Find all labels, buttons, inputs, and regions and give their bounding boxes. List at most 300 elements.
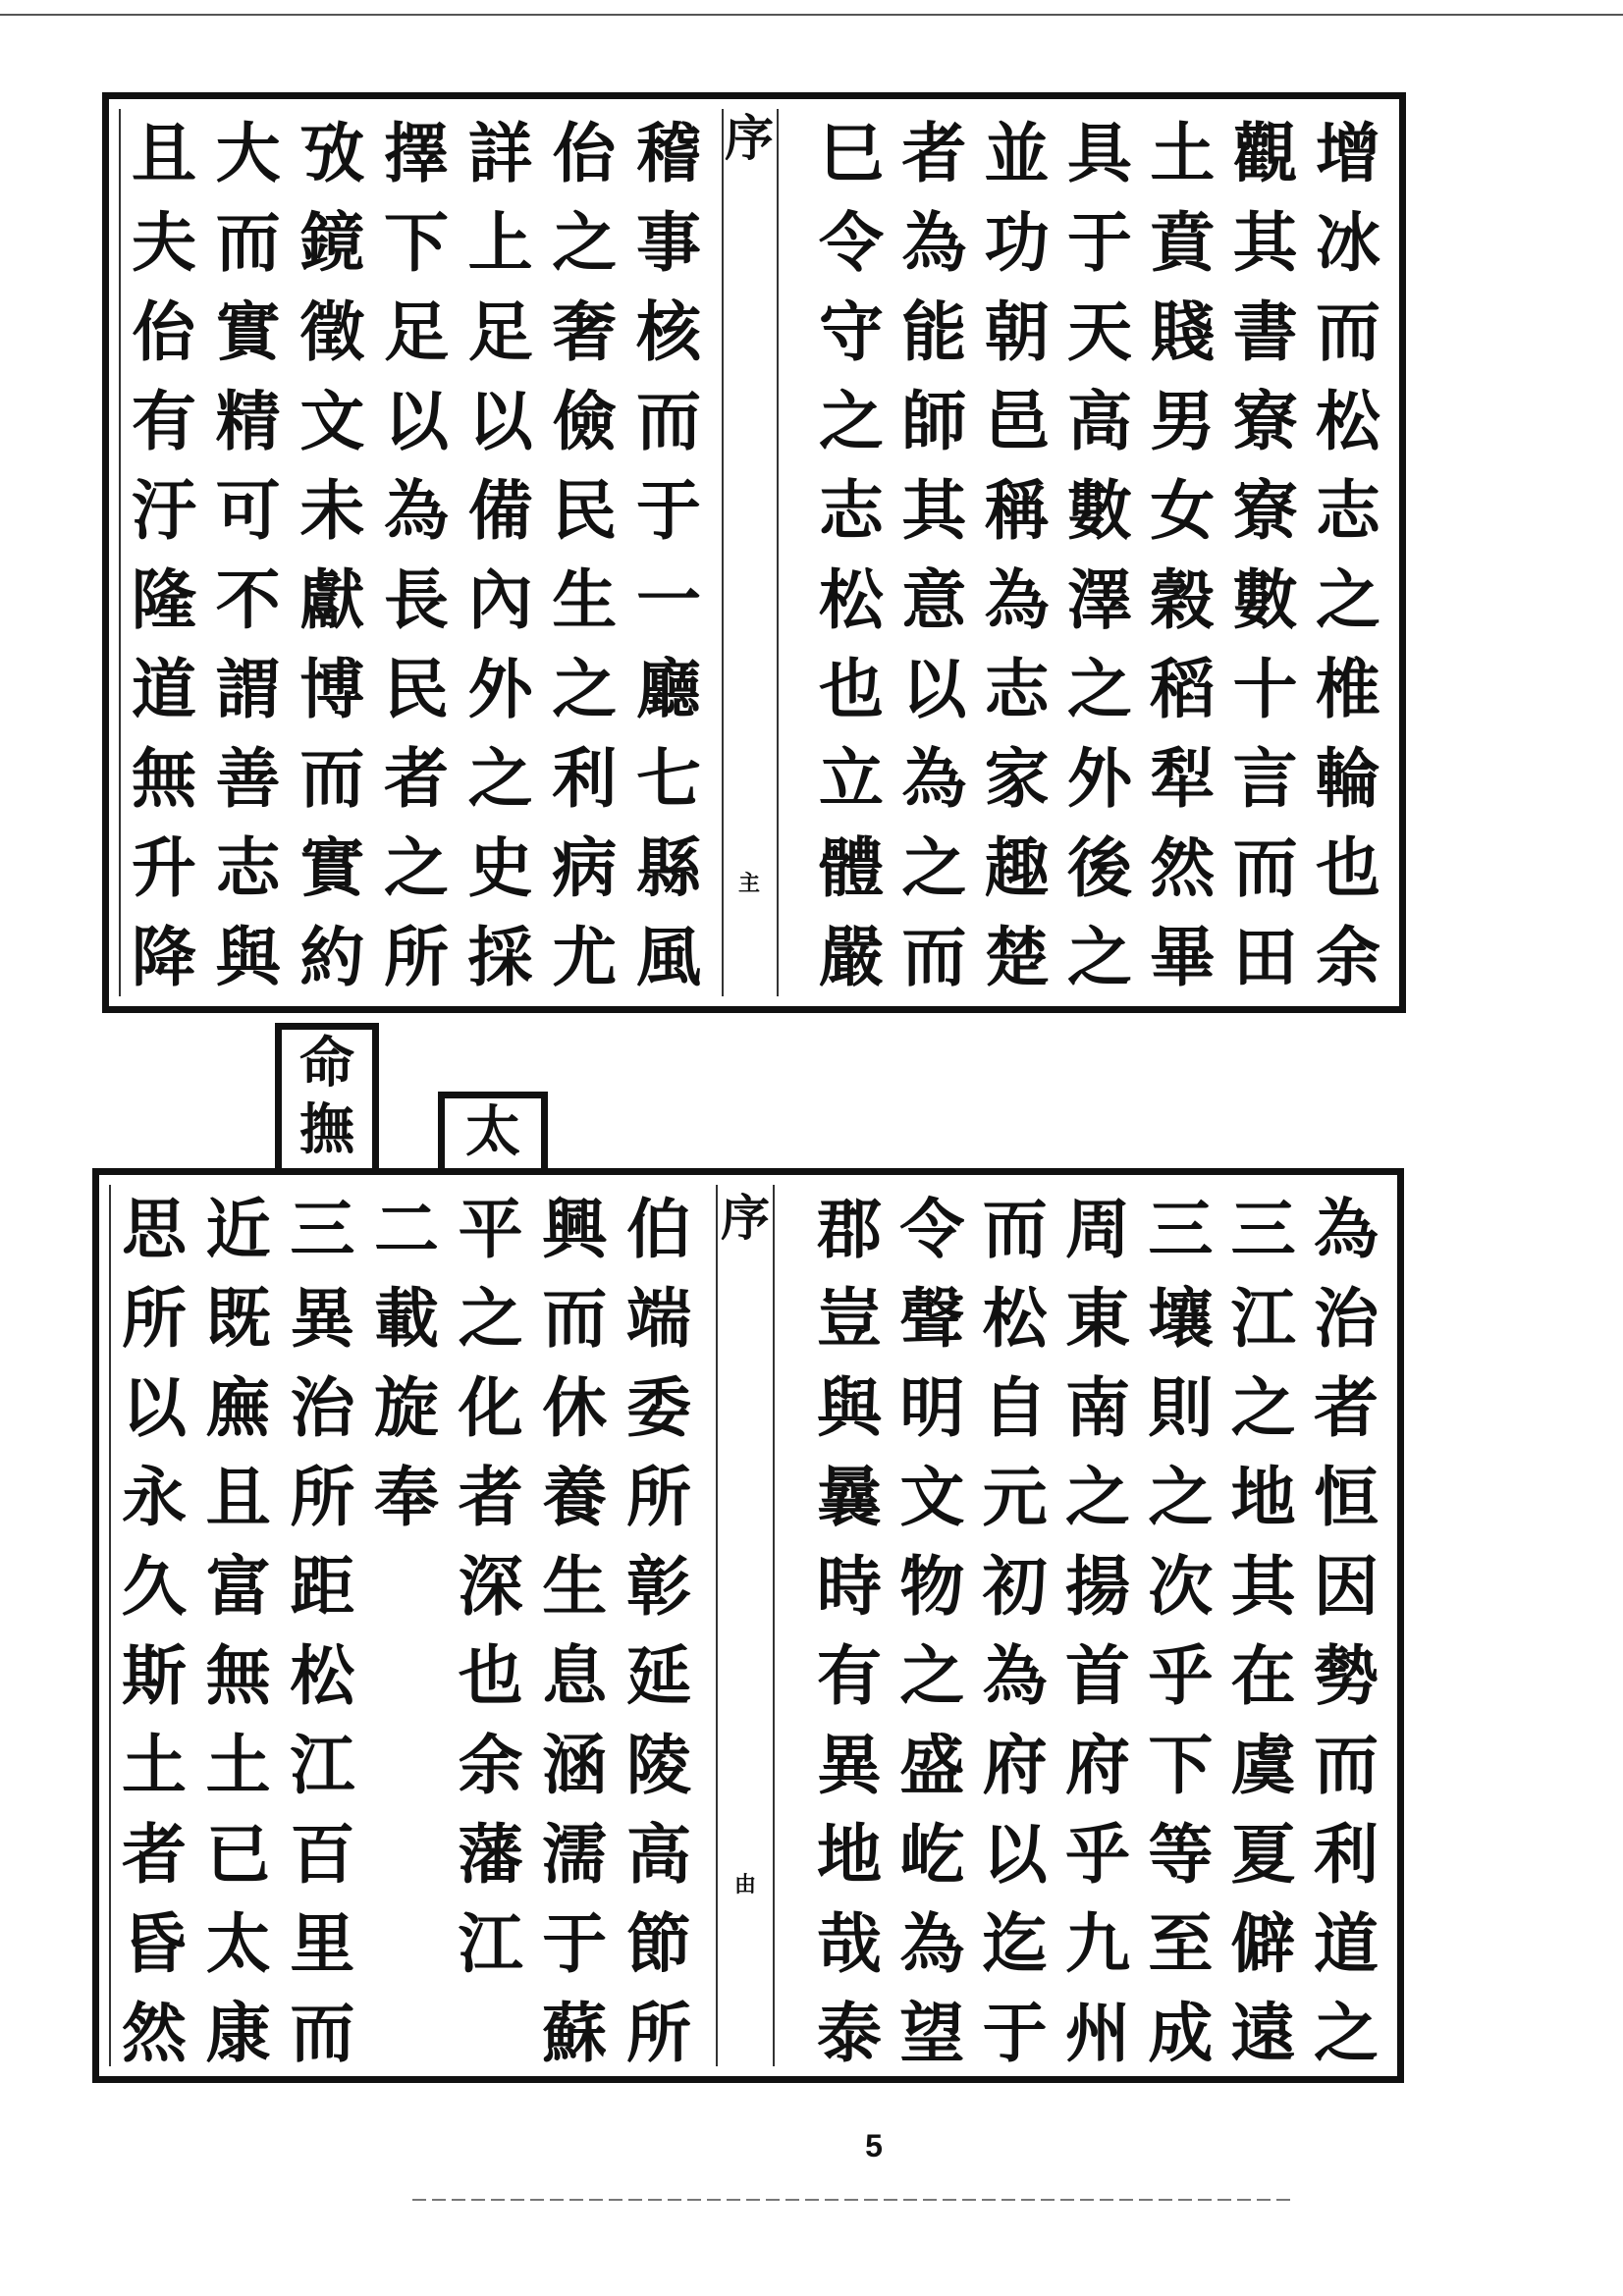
text-column — [1305, 1185, 1387, 2071]
text-char: 畢 — [1150, 919, 1216, 995]
text-char: 周 — [1064, 1191, 1130, 1267]
text-char: 朝 — [984, 294, 1050, 370]
text-char: 守 — [819, 294, 884, 370]
text-column — [627, 109, 710, 996]
bottom-left-text-block — [113, 1185, 700, 2071]
text-char: 奉 — [373, 1459, 439, 1535]
text-char: 外 — [1066, 740, 1132, 817]
text-char: 備 — [467, 472, 533, 549]
text-char: 僻 — [1230, 1905, 1296, 1982]
text-column — [365, 1185, 448, 2066]
center-divider-right — [773, 1185, 775, 2066]
text-char: 為 — [383, 472, 449, 549]
text-char: 令 — [819, 204, 884, 281]
text-char: 之 — [383, 829, 449, 906]
text-column — [808, 1185, 891, 2071]
text-char: 迄 — [982, 1905, 1048, 1982]
text-char: 生 — [542, 1548, 608, 1625]
text-char: 之 — [1230, 1369, 1296, 1446]
text-char: 文 — [899, 1459, 965, 1535]
text-char: 升 — [132, 829, 196, 906]
text-column — [1139, 1185, 1221, 2071]
tab-label-right — [438, 1092, 548, 1175]
text-char: 具 — [1066, 115, 1132, 191]
text-char: 與 — [817, 1369, 882, 1446]
text-char: 所 — [625, 1459, 691, 1535]
text-char: 藩 — [458, 1816, 523, 1893]
text-char: 男 — [1150, 383, 1216, 459]
text-char: 志 — [1315, 472, 1380, 549]
text-char: 不 — [215, 561, 281, 638]
text-char: 哉 — [817, 1905, 882, 1982]
text-char: 趣 — [984, 829, 1050, 906]
text-char: 師 — [901, 383, 967, 459]
text-char: 者 — [901, 115, 967, 191]
text-char: 實 — [215, 294, 281, 370]
text-char: 攷 — [299, 115, 365, 191]
text-char: 異 — [817, 1727, 882, 1803]
text-char: 伯 — [625, 1191, 691, 1267]
text-char: 十 — [1232, 651, 1298, 727]
text-char: 也 — [819, 651, 884, 727]
text-char: 乎 — [1064, 1816, 1130, 1893]
text-char: 而 — [1315, 294, 1380, 370]
text-char: 委 — [625, 1369, 691, 1446]
text-column — [974, 1185, 1056, 2071]
text-char: 近 — [205, 1191, 271, 1267]
inner-left-rule — [109, 1185, 111, 2066]
tab-char: 撫 — [299, 1097, 354, 1162]
text-char: 州 — [1064, 1995, 1130, 2071]
text-char: 以 — [901, 651, 967, 727]
text-char: 然 — [1150, 829, 1216, 906]
text-column — [618, 1185, 700, 2071]
text-char: 節 — [625, 1905, 691, 1982]
text-char: 謂 — [215, 651, 281, 727]
text-char: 擇 — [383, 115, 449, 191]
text-char: 穀 — [1150, 561, 1216, 638]
text-char: 時 — [817, 1548, 882, 1625]
text-char: 江 — [458, 1905, 523, 1982]
text-char: 賁 — [1150, 204, 1216, 281]
tab-char: 太 — [465, 1099, 520, 1164]
text-char: 彰 — [625, 1548, 691, 1625]
text-char: 土 — [122, 1727, 187, 1803]
text-char: 降 — [132, 919, 196, 995]
text-char: 其 — [1230, 1548, 1296, 1625]
text-char: 天 — [1066, 294, 1132, 370]
text-char: 下 — [1148, 1727, 1214, 1803]
text-char: 道 — [1313, 1905, 1379, 1982]
text-char: 于 — [1066, 204, 1132, 281]
text-char: 外 — [467, 651, 533, 727]
text-char: 巳 — [819, 115, 884, 191]
text-char: 下 — [383, 204, 449, 281]
text-column — [1307, 109, 1389, 996]
text-char: 壤 — [1148, 1280, 1214, 1357]
text-char: 深 — [458, 1548, 523, 1625]
text-char: 而 — [1313, 1727, 1379, 1803]
text-column — [1141, 109, 1223, 996]
text-char: 志 — [819, 472, 884, 549]
text-char: 高 — [625, 1816, 691, 1893]
text-char: 初 — [982, 1548, 1048, 1625]
text-char: 延 — [625, 1637, 691, 1714]
text-char: 博 — [299, 651, 365, 727]
text-char: 土 — [1150, 115, 1216, 191]
text-char: 之 — [1313, 1995, 1379, 2071]
text-char: 端 — [625, 1280, 691, 1357]
text-char: 徵 — [299, 294, 365, 370]
text-char: 次 — [1148, 1548, 1214, 1625]
text-char: 成 — [1148, 1995, 1214, 2071]
text-char: 松 — [290, 1637, 355, 1714]
text-char: 為 — [901, 740, 967, 817]
text-char: 為 — [984, 561, 1050, 638]
text-char: 內 — [467, 561, 533, 638]
text-column — [450, 1185, 532, 2066]
inner-left-rule — [119, 109, 121, 996]
text-char: 楚 — [984, 919, 1050, 995]
text-char: 為 — [899, 1905, 965, 1982]
text-char: 佁 — [132, 294, 196, 370]
text-char: 而 — [299, 740, 365, 817]
text-char: 既 — [205, 1280, 271, 1357]
text-char: 廡 — [205, 1369, 271, 1446]
text-char: 載 — [373, 1280, 439, 1357]
text-char: 有 — [817, 1637, 882, 1714]
text-char: 府 — [982, 1727, 1048, 1803]
text-char: 汙 — [132, 472, 196, 549]
text-char: 治 — [1313, 1280, 1379, 1357]
text-char: 功 — [984, 204, 1050, 281]
text-char: 為 — [1313, 1191, 1379, 1267]
page-bottom-rule — [412, 2199, 1296, 2201]
center-mark: 主 — [737, 871, 760, 896]
text-char: 鏡 — [299, 204, 365, 281]
text-char: 首 — [1064, 1637, 1130, 1714]
text-char: 未 — [299, 472, 365, 549]
text-char: 濡 — [542, 1816, 608, 1893]
text-char: 聲 — [899, 1280, 965, 1357]
text-char: 採 — [467, 919, 533, 995]
text-char: 久 — [122, 1548, 187, 1625]
text-char: 之 — [1148, 1459, 1214, 1535]
text-char: 之 — [1066, 651, 1132, 727]
bottom-panel — [92, 1168, 1404, 2083]
text-column — [543, 109, 625, 996]
text-char: 意 — [901, 561, 967, 638]
text-char: 思 — [122, 1191, 187, 1267]
text-char: 以 — [467, 383, 533, 459]
text-char: 于 — [542, 1905, 608, 1982]
text-char: 所 — [290, 1459, 355, 1535]
text-char: 里 — [290, 1905, 355, 1982]
text-char: 太 — [205, 1905, 271, 1982]
text-char: 民 — [552, 472, 618, 549]
text-char: 富 — [205, 1548, 271, 1625]
text-char: 明 — [899, 1369, 965, 1446]
top-right-text-block — [810, 109, 1389, 996]
text-char: 虞 — [1230, 1727, 1296, 1803]
text-char: 休 — [542, 1369, 608, 1446]
text-char: 曩 — [817, 1459, 882, 1535]
text-char: 之 — [901, 829, 967, 906]
text-char: 乎 — [1148, 1637, 1214, 1714]
text-char: 之 — [1064, 1459, 1130, 1535]
text-column — [207, 109, 290, 996]
text-char: 數 — [1232, 561, 1298, 638]
text-char: 之 — [1315, 561, 1380, 638]
text-char: 稻 — [1150, 651, 1216, 727]
text-char: 所 — [625, 1995, 691, 2071]
text-char: 書 — [1232, 294, 1298, 370]
text-char: 病 — [552, 829, 618, 906]
text-column — [1058, 109, 1141, 996]
text-char: 江 — [1230, 1280, 1296, 1357]
tab-char: 命 — [299, 1031, 354, 1095]
text-char: 昏 — [122, 1905, 187, 1982]
text-char: 而 — [542, 1280, 608, 1357]
text-char: 詳 — [467, 115, 533, 191]
text-char: 寮 — [1232, 383, 1298, 459]
text-char: 夏 — [1230, 1816, 1296, 1893]
text-char: 事 — [635, 204, 701, 281]
text-char: 物 — [899, 1548, 965, 1625]
text-column — [291, 109, 373, 996]
text-char: 且 — [132, 115, 196, 191]
text-char: 核 — [635, 294, 701, 370]
text-char: 尤 — [552, 919, 618, 995]
text-column — [460, 109, 542, 996]
text-char: 澤 — [1066, 561, 1132, 638]
text-char: 之 — [899, 1637, 965, 1714]
text-char: 而 — [1232, 829, 1298, 906]
text-char: 無 — [205, 1637, 271, 1714]
text-column — [1056, 1185, 1139, 2071]
text-char: 者 — [383, 740, 449, 817]
text-char: 遠 — [1230, 1995, 1296, 2071]
text-char: 豈 — [817, 1280, 882, 1357]
text-char: 三 — [290, 1191, 355, 1267]
text-column — [375, 109, 458, 996]
text-char: 並 — [984, 115, 1050, 191]
text-char: 數 — [1066, 472, 1132, 549]
text-column — [810, 109, 893, 996]
text-char: 田 — [1232, 919, 1298, 995]
text-char: 之 — [1066, 919, 1132, 995]
text-char: 也 — [458, 1637, 523, 1714]
text-char: 而 — [290, 1995, 355, 2071]
text-char: 史 — [467, 829, 533, 906]
text-char: 松 — [1315, 383, 1380, 459]
text-char: 文 — [299, 383, 365, 459]
text-char: 與 — [215, 919, 281, 995]
text-char: 夫 — [132, 204, 196, 281]
text-char: 東 — [1064, 1280, 1130, 1357]
text-char: 寮 — [1232, 472, 1298, 549]
text-char: 者 — [122, 1816, 187, 1893]
center-label: 序 — [721, 1189, 770, 1247]
text-char: 有 — [132, 383, 196, 459]
text-char: 土 — [205, 1727, 271, 1803]
text-char: 已 — [205, 1816, 271, 1893]
bottom-right-text-block — [808, 1185, 1387, 2071]
text-char: 所 — [122, 1280, 187, 1357]
text-char: 賤 — [1150, 294, 1216, 370]
text-char: 志 — [984, 651, 1050, 727]
text-char: 稽 — [635, 115, 701, 191]
text-char: 之 — [819, 383, 884, 459]
text-char: 勢 — [1313, 1637, 1379, 1714]
center-divider-right — [777, 109, 779, 996]
text-char: 民 — [383, 651, 449, 727]
text-char: 南 — [1064, 1369, 1130, 1446]
text-char: 風 — [635, 919, 701, 995]
text-column — [891, 1185, 973, 2071]
text-char: 郡 — [817, 1191, 882, 1267]
text-char: 善 — [215, 740, 281, 817]
text-char: 平 — [458, 1191, 523, 1267]
text-char: 三 — [1148, 1191, 1214, 1267]
page-top-rule — [0, 14, 1623, 16]
text-char: 陵 — [625, 1727, 691, 1803]
text-char: 以 — [122, 1369, 187, 1446]
text-char: 女 — [1150, 472, 1216, 549]
top-left-text-block — [123, 109, 710, 996]
text-char: 屹 — [899, 1816, 965, 1893]
text-char: 上 — [467, 204, 533, 281]
text-column — [1224, 109, 1307, 996]
text-char: 立 — [819, 740, 884, 817]
text-char: 之 — [458, 1280, 523, 1357]
text-char: 一 — [635, 561, 701, 638]
text-char: 利 — [1313, 1816, 1379, 1893]
text-char: 其 — [901, 472, 967, 549]
text-char: 息 — [542, 1637, 608, 1714]
text-char: 也 — [1315, 829, 1380, 906]
text-char: 永 — [122, 1459, 187, 1535]
text-char: 為 — [982, 1637, 1048, 1714]
text-char: 則 — [1148, 1369, 1214, 1446]
text-char: 地 — [817, 1816, 882, 1893]
text-column — [893, 109, 975, 996]
text-char: 揚 — [1064, 1548, 1130, 1625]
text-char: 體 — [819, 829, 884, 906]
text-char: 生 — [552, 561, 618, 638]
text-char: 言 — [1232, 740, 1298, 817]
text-char: 家 — [984, 740, 1050, 817]
text-char: 而 — [635, 383, 701, 459]
text-char: 實 — [299, 829, 365, 906]
text-column — [113, 1185, 195, 2071]
text-char: 令 — [899, 1191, 965, 1267]
text-char: 足 — [467, 294, 533, 370]
top-panel — [102, 92, 1406, 1013]
text-char: 嚴 — [819, 919, 884, 995]
text-char: 隆 — [132, 561, 196, 638]
text-char: 大 — [215, 115, 281, 191]
text-char: 之 — [552, 204, 618, 281]
center-label: 序 — [725, 109, 774, 167]
center-divider-left — [722, 109, 724, 996]
text-char: 可 — [215, 472, 281, 549]
text-column — [281, 1185, 363, 2071]
text-char: 獻 — [299, 561, 365, 638]
text-char: 之 — [467, 740, 533, 817]
text-char: 然 — [122, 1995, 187, 2071]
text-char: 旋 — [373, 1369, 439, 1446]
text-char: 至 — [1148, 1905, 1214, 1982]
center-divider-left — [716, 1185, 718, 2066]
text-char: 康 — [205, 1995, 271, 2071]
text-char: 而 — [215, 204, 281, 281]
text-char: 七 — [635, 740, 701, 817]
text-char: 稱 — [984, 472, 1050, 549]
text-char: 蘇 — [542, 1995, 608, 2071]
text-char: 足 — [383, 294, 449, 370]
text-char: 余 — [1315, 919, 1380, 995]
text-char: 增 — [1315, 115, 1380, 191]
text-char: 者 — [1313, 1369, 1379, 1446]
text-char: 之 — [552, 651, 618, 727]
text-char: 能 — [901, 294, 967, 370]
text-column — [123, 109, 205, 996]
text-char: 道 — [132, 651, 196, 727]
text-char: 涵 — [542, 1727, 608, 1803]
text-char: 百 — [290, 1816, 355, 1893]
text-char: 儉 — [552, 383, 618, 459]
text-char: 觀 — [1232, 115, 1298, 191]
text-char: 等 — [1148, 1816, 1214, 1893]
text-char: 斯 — [122, 1637, 187, 1714]
text-char: 椎 — [1315, 651, 1380, 727]
text-char: 江 — [290, 1727, 355, 1803]
tab-label-left — [275, 1023, 379, 1175]
text-char: 松 — [982, 1280, 1048, 1357]
text-char: 冰 — [1315, 204, 1380, 281]
text-char: 縣 — [635, 829, 701, 906]
text-char: 恒 — [1313, 1459, 1379, 1535]
text-char: 在 — [1230, 1637, 1296, 1714]
text-char: 輪 — [1315, 740, 1380, 817]
text-char: 興 — [542, 1191, 608, 1267]
text-char: 奢 — [552, 294, 618, 370]
text-char: 而 — [982, 1191, 1048, 1267]
text-char: 志 — [215, 829, 281, 906]
text-char: 高 — [1066, 383, 1132, 459]
text-char: 約 — [299, 919, 365, 995]
text-char: 松 — [819, 561, 884, 638]
text-column — [1222, 1185, 1305, 2071]
text-char: 治 — [290, 1369, 355, 1446]
text-char: 精 — [215, 383, 281, 459]
text-char: 異 — [290, 1280, 355, 1357]
text-char: 府 — [1064, 1727, 1130, 1803]
text-char: 二 — [373, 1191, 439, 1267]
text-char: 犁 — [1150, 740, 1216, 817]
text-char: 望 — [899, 1995, 965, 2071]
text-char: 無 — [132, 740, 196, 817]
text-char: 三 — [1230, 1191, 1296, 1267]
page-number: 5 — [865, 2128, 883, 2163]
text-char: 余 — [458, 1727, 523, 1803]
text-char: 因 — [1313, 1548, 1379, 1625]
text-char: 元 — [982, 1459, 1048, 1535]
text-char: 于 — [982, 1995, 1048, 2071]
text-char: 盛 — [899, 1727, 965, 1803]
center-mark: 由 — [733, 1872, 756, 1897]
